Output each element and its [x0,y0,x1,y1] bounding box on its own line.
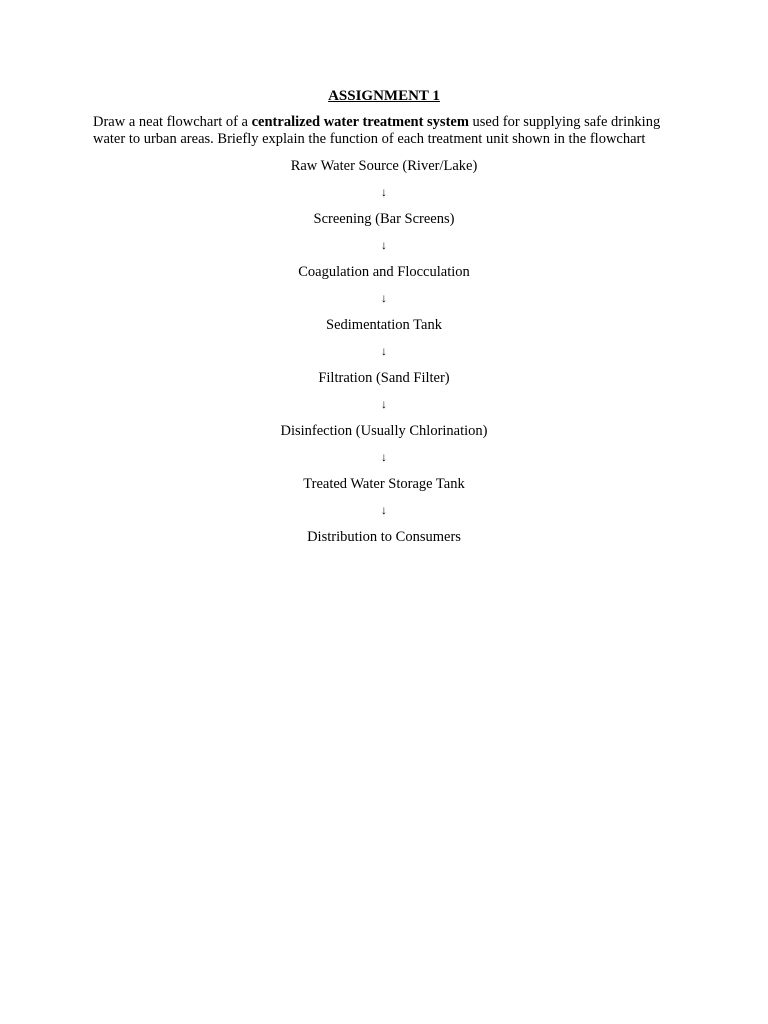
flow-step: Distribution to Consumers [307,529,461,545]
flow-step: Disinfection (Usually Chlorination) [280,423,488,439]
down-arrow-icon: ↓ [381,185,387,199]
assignment-prompt [93,114,678,147]
assignment-title: ASSIGNMENT 1 [328,88,440,104]
down-arrow-icon: ↓ [381,344,387,358]
down-arrow-icon: ↓ [381,238,387,252]
flow-step: Coagulation and Flocculation [298,264,470,280]
flow-step: Raw Water Source (River/Lake) [290,158,478,174]
flow-step: Filtration (Sand Filter) [318,370,450,386]
flow-step: Sedimentation Tank [326,317,442,333]
down-arrow-icon: ↓ [381,291,387,305]
down-arrow-icon: ↓ [381,450,387,464]
flow-step: Screening (Bar Screens) [313,211,455,227]
prompt-text-start: Draw a neat flowchart of a [93,114,252,130]
prompt-bold-phrase: centralized water treatment system [251,114,469,130]
down-arrow-icon: ↓ [381,503,387,517]
flowchart [0,157,768,546]
down-arrow-icon: ↓ [381,397,387,411]
prompt-text-end: used for supplying safe drinking water to urban areas. Briefly explain the function of each treatment unit shown in the flowchart [93,114,661,147]
flow-step: Treated Water Storage Tank [303,476,465,492]
